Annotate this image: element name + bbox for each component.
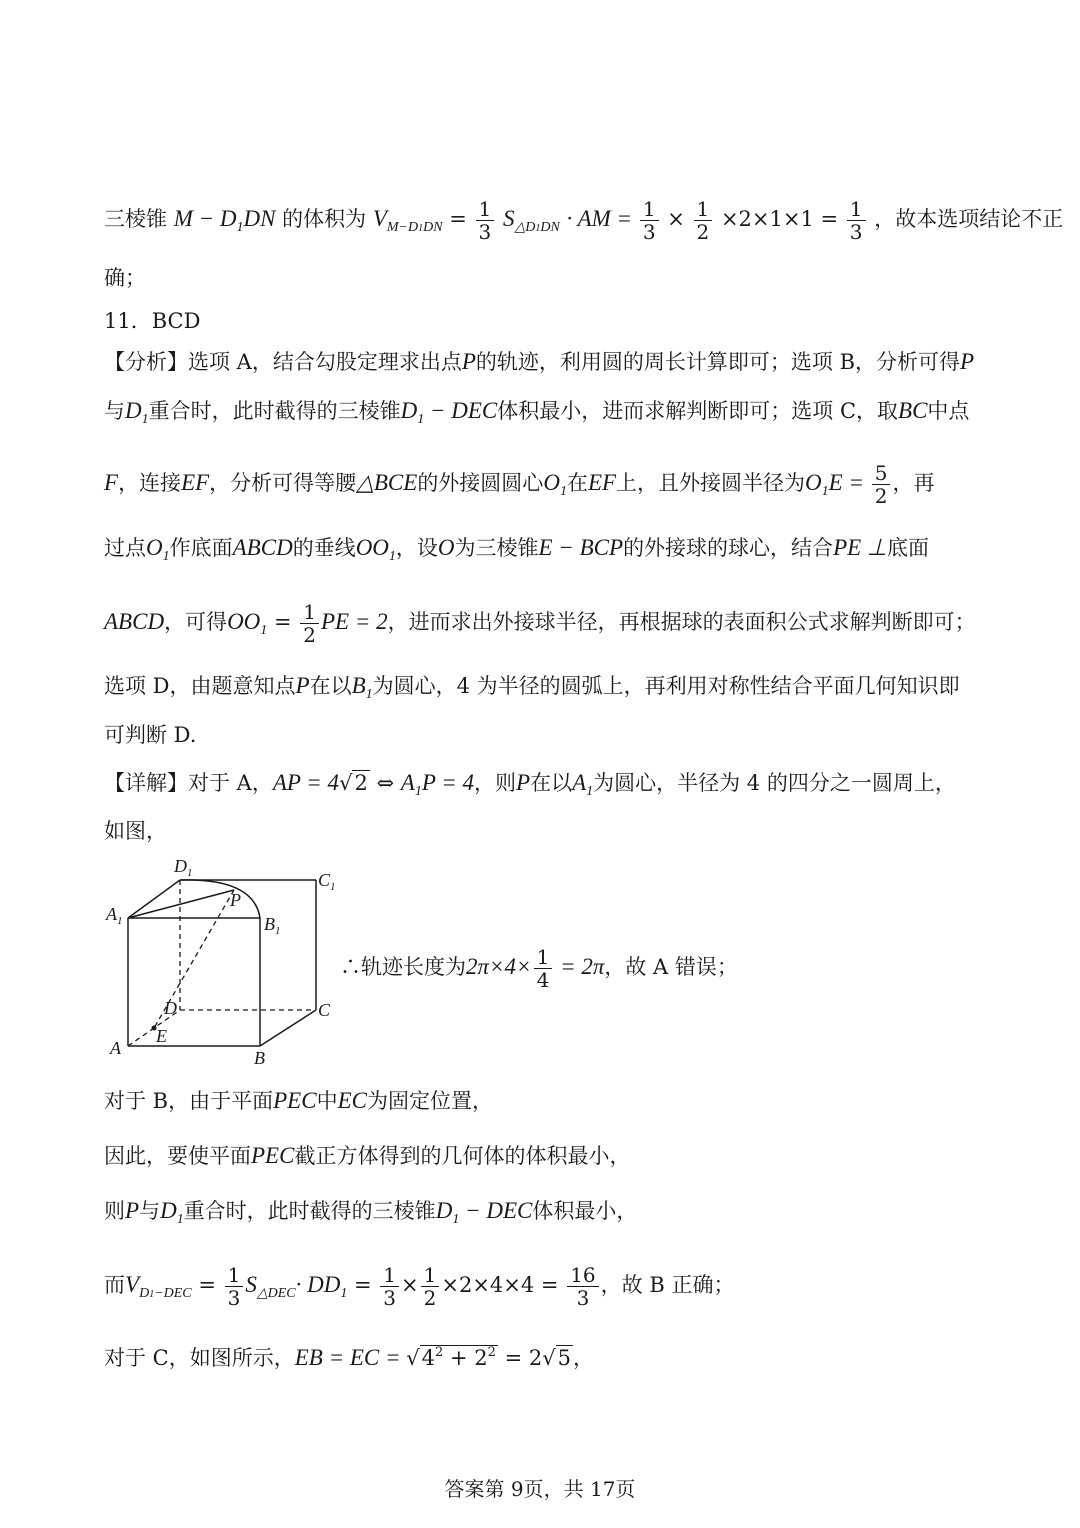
text-line: 可判断 D. — [104, 723, 197, 747]
text-line: 如图， — [104, 819, 167, 843]
label-d1: $D_1$ — [174, 856, 193, 879]
math-v: $V_{M-D1DN}$ — [372, 206, 443, 235]
analysis-line: 选项 D，由题意知点P在以$B_1$为圆心，4 为半径的圆弧上，再利用对称性结合平面几何知识即 — [104, 673, 960, 702]
analysis-line: 过点$O_1$作底面ABCD的垂线$OO_1$，设O为三棱锥E − BCP的外接球的球心，结合PE ⊥底面 — [104, 535, 929, 564]
label-b1: $B_1$ — [264, 914, 281, 937]
fraction: $\frac{1}{3}$ — [847, 198, 866, 243]
analysis-line: ABCD，可得$OO_1$ = $\frac{1}{2}$ PE = 2，进而求出外接球半径，再根据球的表面积公式求解判断即可； — [104, 600, 976, 647]
detail-line: 因此，要使平面PEC截正方体得到的几何体的体积最小， — [104, 1143, 631, 1168]
text: 的体积为 — [282, 207, 367, 231]
detail-line: 而$V_{D1-DEC}$ = $\frac{1}{3}$ $S_{\triangle DEC}\cdot DD_1$ = $\frac{1}{3}$ × $\frac{1}{2}$ ×2×4×4 = $\frac{16}{3}$ ，故 B 正确； — [104, 1263, 735, 1310]
text: ，故本选项结论不正 — [874, 207, 1064, 231]
result-line: ∴轨迹长度为2π×4× $\frac{1}{4}$ = 2π，故 A 错误； — [340, 945, 738, 992]
detail-line: 则P与$D_1$重合时，此时截得的三棱锥$D_1$ − DEC体积最小， — [104, 1198, 638, 1227]
label-d: D — [164, 998, 177, 1018]
label-a1: $A_1$ — [106, 904, 123, 927]
label-a: A — [110, 1038, 121, 1058]
fraction: $\frac{1}{3}$ — [476, 198, 495, 243]
label-e: E — [156, 1026, 167, 1046]
math-s: $S_{\triangle D1DN}$ — [502, 206, 560, 235]
volume-formula-line — [104, 198, 1063, 244]
edge-a1d1 — [128, 880, 180, 918]
edge-bc — [260, 1010, 316, 1046]
detail-line: 【详解】对于 A，AP = 4√2 ⇔ $A_1P = 4$，则P在以$A_1$为圆心，半径为 4 的四分之一圆周上， — [104, 770, 956, 799]
label-p: P — [230, 890, 241, 910]
fraction: $\frac{1}{3}$ — [640, 198, 659, 243]
segment-a1p — [128, 890, 234, 918]
text: 三棱锥 — [104, 207, 167, 231]
label-c: C — [318, 1000, 331, 1020]
analysis-line: F，连接EF，分析可得等腰△BCE的外接圆圆心$O_1$在EF上，且外接圆半径为$O_1E$ = $\frac{5}{2}$ ，再 — [104, 461, 935, 508]
math: × — [667, 207, 685, 231]
arc-d1b1 — [180, 880, 260, 918]
math: · AM = — [566, 206, 638, 231]
analysis-line: 与$D_1$重合时，此时截得的三棱锥$D_1$ − DEC体积最小，进而求解判断即可；选项 C，取BC中点 — [104, 398, 970, 427]
page-footer: 答案第 9页，共 17页 — [444, 1477, 636, 1501]
analysis-line: 【分析】选项 A，结合勾股定理求出点P的轨迹，利用圆的周长计算即可；选项 B，分析可得P — [104, 349, 975, 374]
cube-figure — [104, 848, 344, 1073]
detail-line: 对于 B，由于平面PEC中EC为固定位置， — [104, 1088, 493, 1113]
label-b: B — [254, 1048, 265, 1068]
label-c1: $C_1$ — [318, 870, 336, 893]
math: $M - D_1DN$ — [173, 206, 276, 235]
detail-line: 对于 C，如图所示，EB = EC = $√4^2 + 2^2 = 2√5$， — [104, 1345, 594, 1370]
math-eq: = — [449, 207, 474, 231]
text-line: 确； — [104, 266, 146, 290]
fraction: $\frac{1}{2}$ — [694, 198, 713, 243]
math: ×2×1×1 = — [720, 207, 845, 231]
answer-line: 11．BCD — [104, 309, 201, 333]
